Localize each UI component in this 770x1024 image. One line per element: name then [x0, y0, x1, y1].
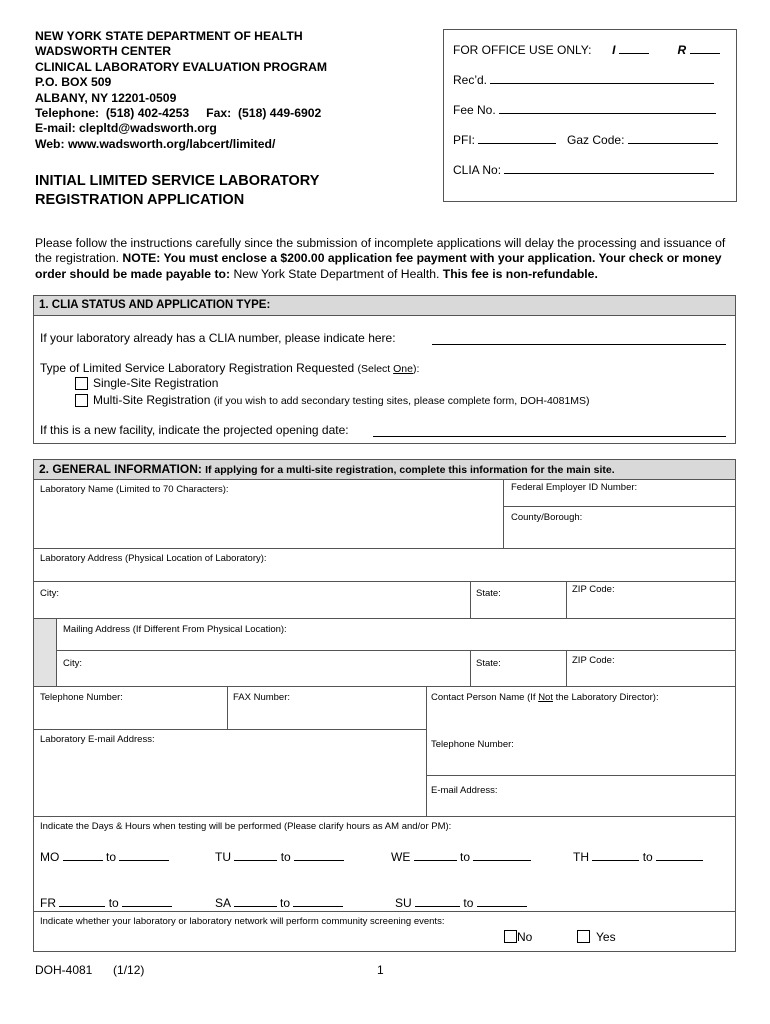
divider — [33, 548, 736, 549]
end-time-field[interactable] — [119, 860, 169, 861]
select-post: ): — [412, 363, 420, 375]
divider — [33, 911, 736, 912]
clia-number-field[interactable] — [432, 344, 726, 345]
payee-text: New York State Department of Health. — [233, 266, 440, 281]
to-label: to — [642, 850, 653, 864]
fax-label: FAX Number: — [233, 692, 291, 703]
start-time-field[interactable] — [592, 860, 639, 861]
to-label: to — [280, 850, 291, 864]
office-recd-field[interactable] — [490, 83, 714, 84]
divider — [426, 686, 427, 816]
divider — [566, 650, 567, 686]
form-id: DOH-4081 — [35, 963, 93, 977]
divider — [56, 650, 736, 651]
mailing-address-label: Mailing Address (If Different From Physical Location): — [63, 624, 287, 635]
multi-site-row — [93, 393, 590, 407]
end-time-field[interactable] — [294, 860, 344, 861]
divider — [566, 581, 567, 618]
fee-note: NOTE: You must enclose a $200.00 application fee payment with your application. Your check or money order should be made payable to: — [35, 251, 722, 281]
clia-question: If your laboratory already has a CLIA number, please indicate here: — [40, 331, 396, 345]
divider — [33, 729, 426, 730]
day-label: SA — [215, 896, 231, 910]
mailing-shade — [34, 619, 56, 686]
select-pre: (Select — [357, 363, 394, 375]
start-time-field[interactable] — [414, 860, 457, 861]
nonrefund-note: This fee is non-refundable. — [442, 266, 598, 281]
divider — [227, 686, 228, 729]
office-use-label: FOR OFFICE USE ONLY: — [453, 43, 592, 57]
divider — [470, 581, 471, 618]
divider — [33, 618, 736, 619]
divider — [33, 816, 736, 817]
office-fee-row — [453, 103, 716, 117]
to-label: to — [108, 896, 119, 910]
divider — [426, 775, 736, 776]
form-title-line1: INITIAL LIMITED SERVICE LABORATORY — [35, 173, 320, 189]
contact-not: Not — [538, 692, 553, 703]
divider — [503, 479, 504, 548]
county-label: County/Borough: — [511, 512, 583, 523]
day-tu — [215, 850, 344, 864]
office-gaz-field[interactable] — [628, 143, 718, 144]
agency-header — [35, 29, 327, 152]
office-r-label: R — [677, 43, 687, 57]
form-title-line2: REGISTRATION APPLICATION — [35, 192, 245, 208]
office-pfi-field[interactable] — [478, 143, 556, 144]
end-time-field[interactable] — [122, 906, 172, 907]
office-i-label: I — [612, 43, 616, 57]
to-label: to — [460, 850, 471, 864]
select-hint — [358, 363, 420, 375]
day-th — [573, 850, 703, 864]
header-line: E-mail: clepltd@wadsworth.org — [35, 121, 217, 136]
fein-label: Federal Employer ID Number: — [511, 482, 638, 493]
office-pfi-row — [453, 133, 718, 147]
office-recd-row — [453, 73, 714, 87]
day-label: WE — [391, 850, 411, 864]
day-su — [395, 896, 527, 910]
contact-pre: Contact Person Name (If — [431, 692, 539, 703]
mailing-state-label: State: — [476, 658, 501, 669]
day-label: FR — [40, 896, 56, 910]
to-label: to — [106, 850, 117, 864]
single-site-label: Single-Site Registration — [93, 376, 219, 390]
office-use-box — [443, 29, 737, 202]
end-time-field[interactable] — [473, 860, 531, 861]
screening-no-label: No — [517, 930, 533, 944]
divider — [33, 581, 736, 582]
days-hours-label: Indicate the Days & Hours when testing will be performed (Please clarify hours as AM and/or PM): — [40, 821, 452, 832]
start-time-field[interactable] — [59, 906, 105, 907]
header-line: WADSWORTH CENTER — [35, 44, 172, 59]
start-time-field[interactable] — [234, 860, 277, 861]
contact-telephone-label: Telephone Number: — [431, 739, 514, 750]
contact-person-label — [431, 692, 659, 703]
state-label: State: — [476, 588, 501, 599]
end-time-field[interactable] — [477, 906, 527, 907]
start-time-field[interactable] — [415, 906, 460, 907]
day-label: SU — [395, 896, 412, 910]
form-title — [35, 172, 319, 210]
multi-site-note: (if you wish to add secondary testing sites, please complete form, DOH-4081MS) — [213, 395, 590, 407]
single-site-checkbox[interactable] — [75, 377, 88, 390]
to-label: to — [280, 896, 291, 910]
day-label: TU — [215, 850, 231, 864]
divider — [470, 650, 471, 686]
day-sa — [215, 896, 343, 910]
divider — [56, 618, 57, 686]
day-fr — [40, 896, 172, 910]
form-revision: (1/12) — [113, 963, 145, 977]
screening-no-checkbox[interactable] — [504, 930, 517, 943]
header-line: Web: www.wadsworth.org/labcert/limited/ — [35, 136, 276, 151]
telephone-label: Telephone Number: — [40, 692, 123, 703]
registration-type-label: Type of Limited Service Laboratory Registration Requested — [40, 361, 355, 375]
screening-yes-checkbox[interactable] — [577, 930, 590, 943]
office-pfi-label: PFI: — [453, 133, 476, 147]
instructions-text: Please follow the instructions carefully since the submission of incomplete applications will delay the processing and issuance of the registration. — [35, 236, 726, 266]
day-mo — [40, 850, 169, 864]
header-line: P.O. BOX 509 — [35, 75, 112, 90]
end-time-field[interactable] — [293, 906, 343, 907]
section1-heading: 1. CLIA STATUS AND APPLICATION TYPE: — [33, 295, 736, 316]
office-fee-field[interactable] — [499, 113, 716, 114]
office-use-row — [453, 43, 720, 57]
page-number: 1 — [377, 963, 384, 977]
header-line: Telephone: (518) 402-4253 Fax: (518) 449-6902 — [35, 106, 322, 121]
screening-yes-label: Yes — [596, 930, 616, 944]
mailing-city-label: City: — [63, 658, 82, 669]
day-label: MO — [40, 850, 60, 864]
registration-type-question — [40, 361, 419, 375]
form-number — [35, 963, 144, 977]
multi-site-label: Multi-Site Registration — [93, 393, 211, 407]
divider — [33, 686, 736, 687]
start-time-field[interactable] — [63, 860, 103, 861]
office-fee-label: Fee No. — [453, 103, 496, 117]
lab-email-label: Laboratory E-mail Address: — [40, 734, 155, 745]
header-line: NEW YORK STATE DEPARTMENT OF HEALTH — [35, 29, 303, 43]
city-label: City: — [40, 588, 59, 599]
opening-date-question: If this is a new facility, indicate the projected opening date: — [40, 423, 349, 437]
office-clia-row — [453, 163, 714, 177]
screening-question: Indicate whether your laboratory or laboratory network will perform community screening events: — [40, 916, 445, 927]
contact-email-label: E-mail Address: — [431, 785, 498, 796]
section2-note: If applying for a multi-site registration, complete this information for the main site. — [205, 464, 615, 476]
multi-site-checkbox[interactable] — [75, 394, 88, 407]
section2-box — [33, 479, 736, 952]
day-label: TH — [573, 850, 589, 864]
lab-address-label: Laboratory Address (Physical Location of Laboratory): — [40, 553, 267, 564]
instructions-paragraph — [35, 236, 735, 282]
section2-heading — [33, 459, 736, 480]
day-we — [391, 850, 531, 864]
end-time-field[interactable] — [656, 860, 703, 861]
office-recd-label: Rec’d. — [453, 73, 488, 87]
start-time-field[interactable] — [234, 906, 277, 907]
office-gaz-label: Gaz Code: — [567, 133, 625, 147]
zip-label: ZIP Code: — [572, 584, 615, 595]
to-label: to — [463, 896, 474, 910]
office-clia-label: CLIA No: — [453, 163, 502, 177]
select-one: One — [393, 363, 413, 375]
divider — [503, 506, 736, 507]
header-line: ALBANY, NY 12201-0509 — [35, 90, 177, 105]
lab-name-label: Laboratory Name (Limited to 70 Characters): — [40, 484, 229, 495]
header-line: CLINICAL LABORATORY EVALUATION PROGRAM — [35, 59, 328, 74]
contact-post: the Laboratory Director): — [552, 692, 659, 703]
section2-title: 2. GENERAL INFORMATION: — [39, 462, 202, 476]
mailing-zip-label: ZIP Code: — [572, 655, 615, 666]
office-clia-field[interactable] — [504, 173, 714, 174]
opening-date-field[interactable] — [373, 436, 726, 437]
